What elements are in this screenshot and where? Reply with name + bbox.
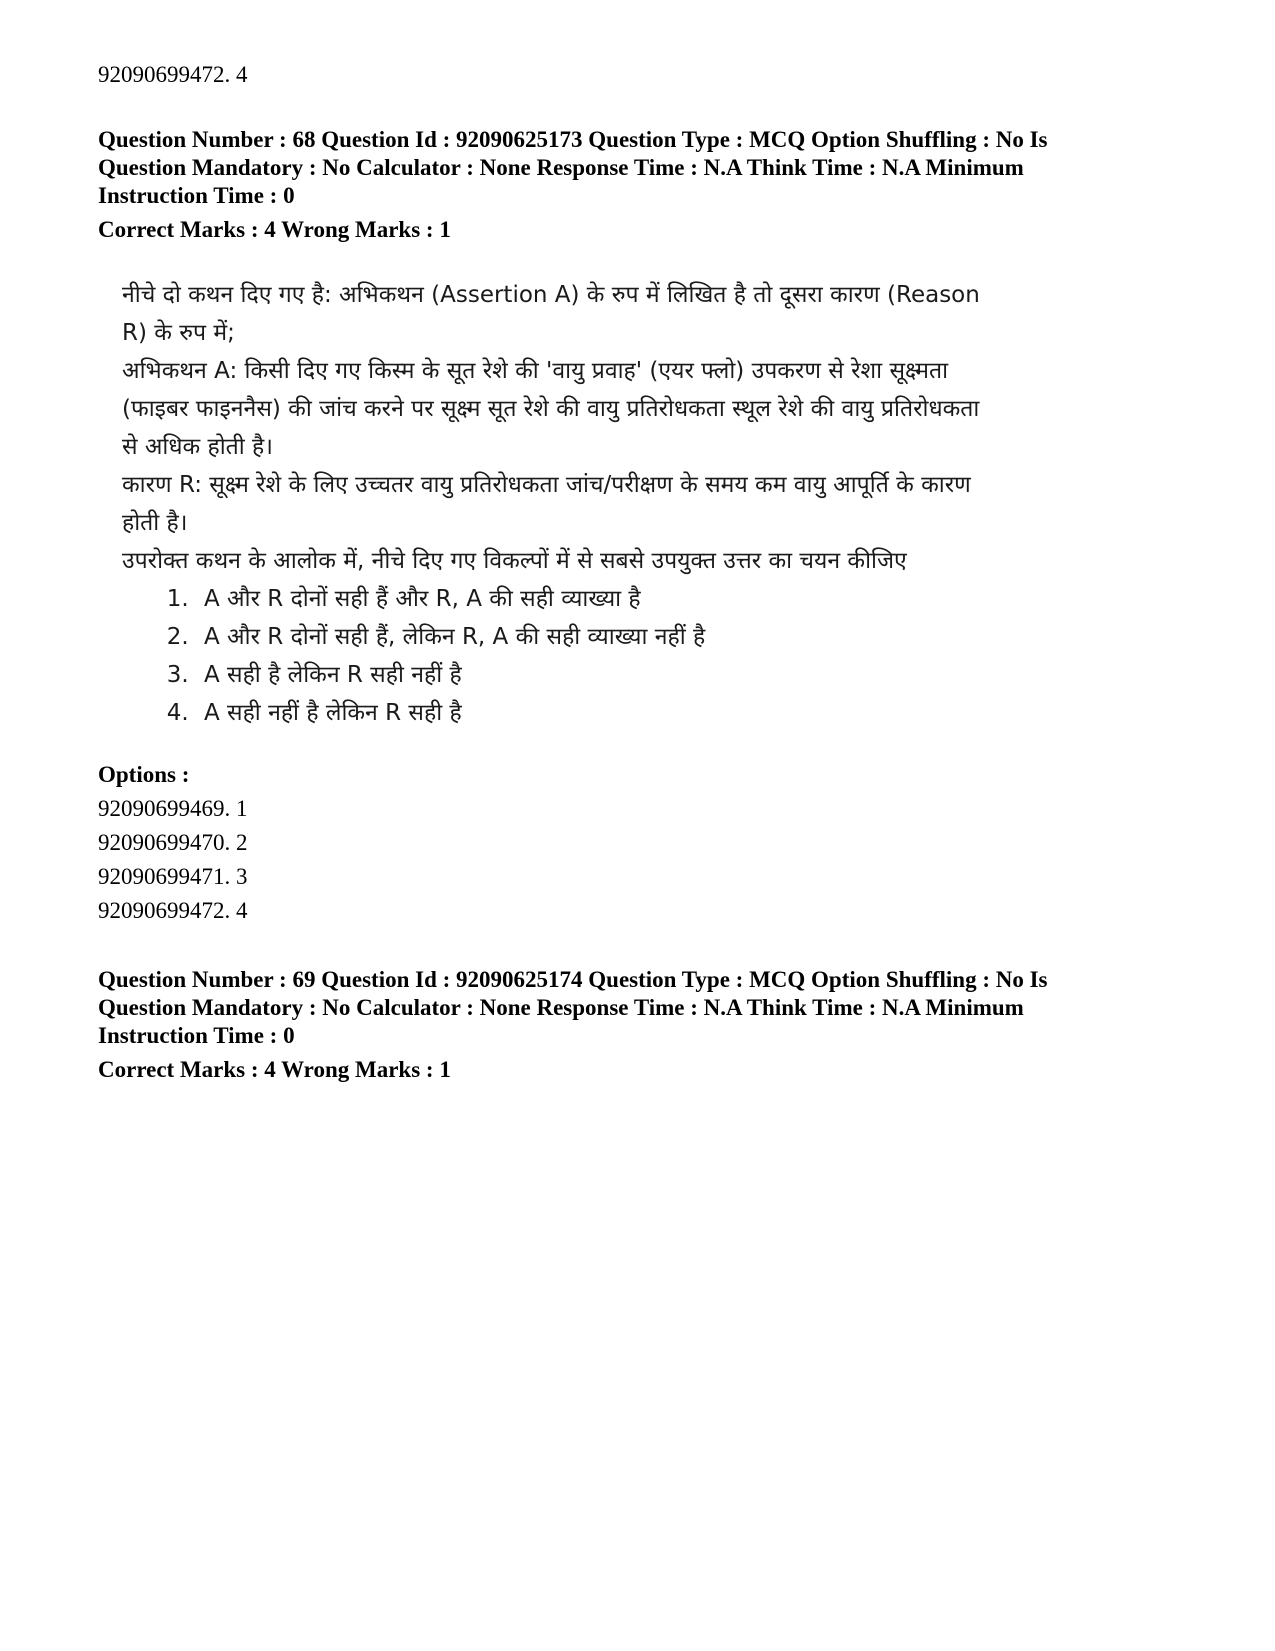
- question-68-marks: Correct Marks : 4 Wrong Marks : 1: [98, 217, 451, 242]
- question-68-option-1: 92090699469. 1: [98, 796, 248, 821]
- previous-option-line: 92090699472. 4: [98, 62, 248, 87]
- question-68-option-4: 92090699472. 4: [98, 898, 248, 923]
- question-68-meta-line-3: Instruction Time : 0: [98, 183, 295, 208]
- document-page: [98, 58, 1178, 1084]
- question-68-choice-1: 1. A और R दोनों सही हैं और R, A की सही व्याख्या है: [196, 580, 982, 618]
- question-68-option-3: 92090699471. 3: [98, 864, 248, 889]
- question-69-meta-line-2: Question Mandatory : No Calculator : None Response Time : N.A Think Time : N.A Minimum: [98, 995, 1024, 1020]
- question-68-meta-line-1: Question Number : 68 Question Id : 92090625173 Question Type : MCQ Option Shuffling : No Is: [98, 127, 1048, 152]
- question-68-choice-2: 2. A और R दोनों सही हैं, लेकिन R, A की सही व्याख्या नहीं है: [196, 618, 982, 656]
- question-68-assertion: अभिकथन A: किसी दिए गए किस्म के सूत रेशे की 'वायु प्रवाह' (एयर फ्लो) उपकरण से रेशा सूक्ष्मता (फाइबर फाइननैस) की जांच करने पर सूक्ष्म सूत रेशे की वायु प्रतिरोधकता स्थूल रेशे की वायु प्रतिरोधकता से अधिक होती है।: [122, 358, 980, 460]
- question-68-instruction: उपरोक्त कथन के आलोक में, नीचे दिए गए विकल्पों में से सबसे उपयुक्त उत्तर का चयन कीजिए: [122, 548, 907, 574]
- question-68-option-2: 92090699470. 2: [98, 830, 248, 855]
- question-69-marks: Correct Marks : 4 Wrong Marks : 1: [98, 1057, 451, 1082]
- question-68-block: [98, 126, 1178, 928]
- question-68-intro: नीचे दो कथन दिए गए है: अभिकथन (Assertion A) के रुप में लिखित है तो दूसरा कारण (Reason R) के रुप में;: [122, 282, 980, 346]
- question-68-reason: कारण R: सूक्ष्म रेशे के लिए उच्चतर वायु प्रतिरोधकता जांच/परीक्षण के समय कम वायु आपूर्ति के कारण होती है।: [122, 472, 971, 536]
- question-69-meta-line-1: Question Number : 69 Question Id : 92090625174 Question Type : MCQ Option Shuffling : No Is: [98, 967, 1048, 992]
- question-68-choice-3: 3. A सही है लेकिन R सही नहीं है: [196, 656, 982, 694]
- question-69-meta-line-3: Instruction Time : 0: [98, 1023, 295, 1048]
- question-69-block: [98, 966, 1178, 1084]
- question-68-text-image: [122, 276, 982, 732]
- question-68-choice-4: 4. A सही नहीं है लेकिन R सही है: [196, 694, 982, 732]
- question-68-options-label: Options :: [98, 762, 190, 787]
- question-68-choice-list: [122, 580, 982, 732]
- question-68-meta-line-2: Question Mandatory : No Calculator : None Response Time : N.A Think Time : N.A Minimum: [98, 155, 1024, 180]
